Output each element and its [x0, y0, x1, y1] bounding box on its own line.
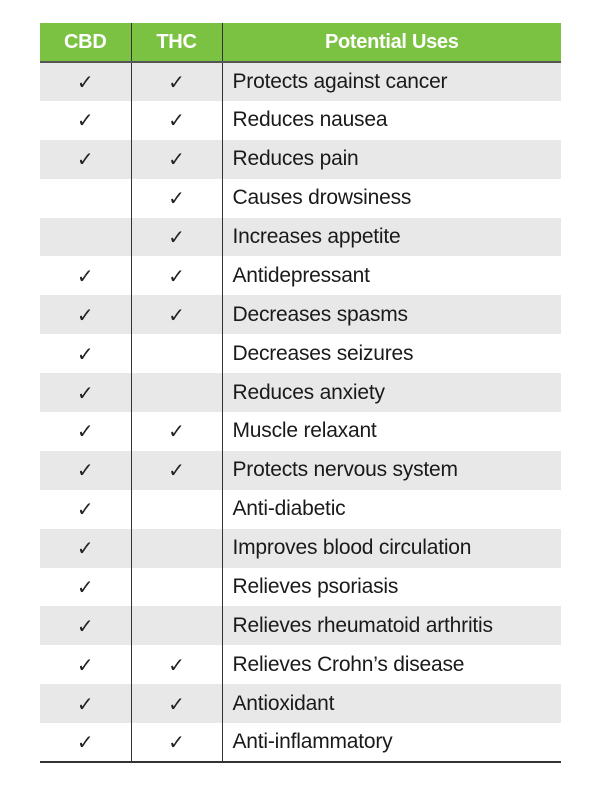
- table-row: [40, 723, 561, 762]
- table-row: [40, 334, 561, 373]
- thc-check-cell: ✓: [131, 684, 222, 723]
- cbd-check-cell: ✓: [76, 419, 94, 444]
- cbd-check-cell: ✓: [76, 613, 94, 638]
- cbd-check-cell: ✓: [76, 108, 94, 133]
- cbd-check-cell: [40, 218, 131, 257]
- thc-check-cell: ✓: [131, 645, 222, 684]
- table-row: [40, 373, 561, 412]
- cbd-check-cell: ✓: [76, 302, 94, 327]
- potential-use-cell: Causes drowsiness: [222, 179, 561, 218]
- potential-use-cell: Protects against cancer: [222, 62, 561, 101]
- cbd-check-cell: ✓: [76, 575, 94, 600]
- potential-use-cell: Decreases seizures: [222, 334, 561, 373]
- potential-use-cell: Muscle relaxant: [222, 412, 561, 451]
- potential-use-cell: Anti-inflammatory: [222, 723, 561, 762]
- cbd-check-cell: ✓: [76, 341, 94, 366]
- table-row: [40, 179, 561, 218]
- thc-check-cell: ✓: [131, 723, 222, 762]
- table-row: [40, 568, 561, 607]
- potential-use-cell: Antioxidant: [222, 684, 561, 723]
- potential-use-cell: Protects nervous system: [222, 451, 561, 490]
- table-row: [40, 140, 561, 179]
- potential-use-cell: Relieves Crohn’s disease: [222, 645, 561, 684]
- cbd-check-cell: ✓: [40, 62, 131, 101]
- table-row: [40, 62, 561, 101]
- cbd-check-cell: ✓: [76, 263, 94, 288]
- thc-check-cell: ✓: [131, 256, 222, 295]
- thc-check-cell: ✓: [131, 412, 222, 451]
- table-row: [40, 412, 561, 451]
- thc-check-cell: ✓: [131, 62, 222, 101]
- cbd-check-cell: ✓: [76, 458, 94, 483]
- potential-use-cell: Improves blood circulation: [222, 529, 561, 568]
- cbd-check-cell: ✓: [76, 652, 94, 677]
- header-potential-uses: Potential Uses: [222, 23, 561, 62]
- thc-check-cell: ✓: [131, 451, 222, 490]
- header-row: [40, 23, 561, 62]
- potential-use-cell: Relieves rheumatoid arthritis: [222, 606, 561, 645]
- table-header: [40, 23, 561, 62]
- table-body: [40, 62, 561, 762]
- thc-check-cell: ✓: [131, 179, 222, 218]
- potential-use-cell: Relieves psoriasis: [222, 568, 561, 607]
- potential-use-cell: Increases appetite: [222, 218, 561, 257]
- table-row: [40, 529, 561, 568]
- potential-use-cell: Decreases spasms: [222, 295, 561, 334]
- cannabinoid-uses-table: [40, 23, 561, 763]
- table-row: [40, 101, 561, 140]
- thc-check-cell: ✓: [131, 295, 222, 334]
- table-row: [40, 256, 561, 295]
- table-row: [40, 684, 561, 723]
- thc-check-cell: [131, 568, 222, 607]
- thc-check-cell: [131, 373, 222, 412]
- header-thc: THC: [131, 23, 222, 62]
- table-row: [40, 451, 561, 490]
- thc-check-cell: [131, 606, 222, 645]
- table-row: [40, 218, 561, 257]
- thc-check-cell: [131, 490, 222, 529]
- cbd-check-cell: ✓: [76, 497, 94, 522]
- cbd-check-cell: ✓: [76, 536, 94, 561]
- thc-check-cell: ✓: [131, 218, 222, 257]
- potential-use-cell: Reduces nausea: [222, 101, 561, 140]
- cbd-check-cell: ✓: [76, 147, 94, 172]
- cbd-check-cell: ✓: [76, 691, 94, 716]
- thc-check-cell: [131, 334, 222, 373]
- cbd-check-cell: [40, 179, 131, 218]
- potential-use-cell: Reduces pain: [222, 140, 561, 179]
- table-row: [40, 645, 561, 684]
- potential-use-cell: Anti-diabetic: [222, 490, 561, 529]
- cannabinoid-uses-table-container: [40, 23, 561, 763]
- potential-use-cell: Reduces anxiety: [222, 373, 561, 412]
- cbd-check-cell: ✓: [76, 380, 94, 405]
- thc-check-cell: ✓: [131, 101, 222, 140]
- thc-check-cell: [131, 529, 222, 568]
- header-cbd: CBD: [64, 30, 107, 53]
- table-row: [40, 490, 561, 529]
- thc-check-cell: ✓: [131, 140, 222, 179]
- table-row: [40, 295, 561, 334]
- cbd-check-cell: ✓: [40, 723, 131, 762]
- table-row: [40, 606, 561, 645]
- potential-use-cell: Antidepressant: [222, 256, 561, 295]
